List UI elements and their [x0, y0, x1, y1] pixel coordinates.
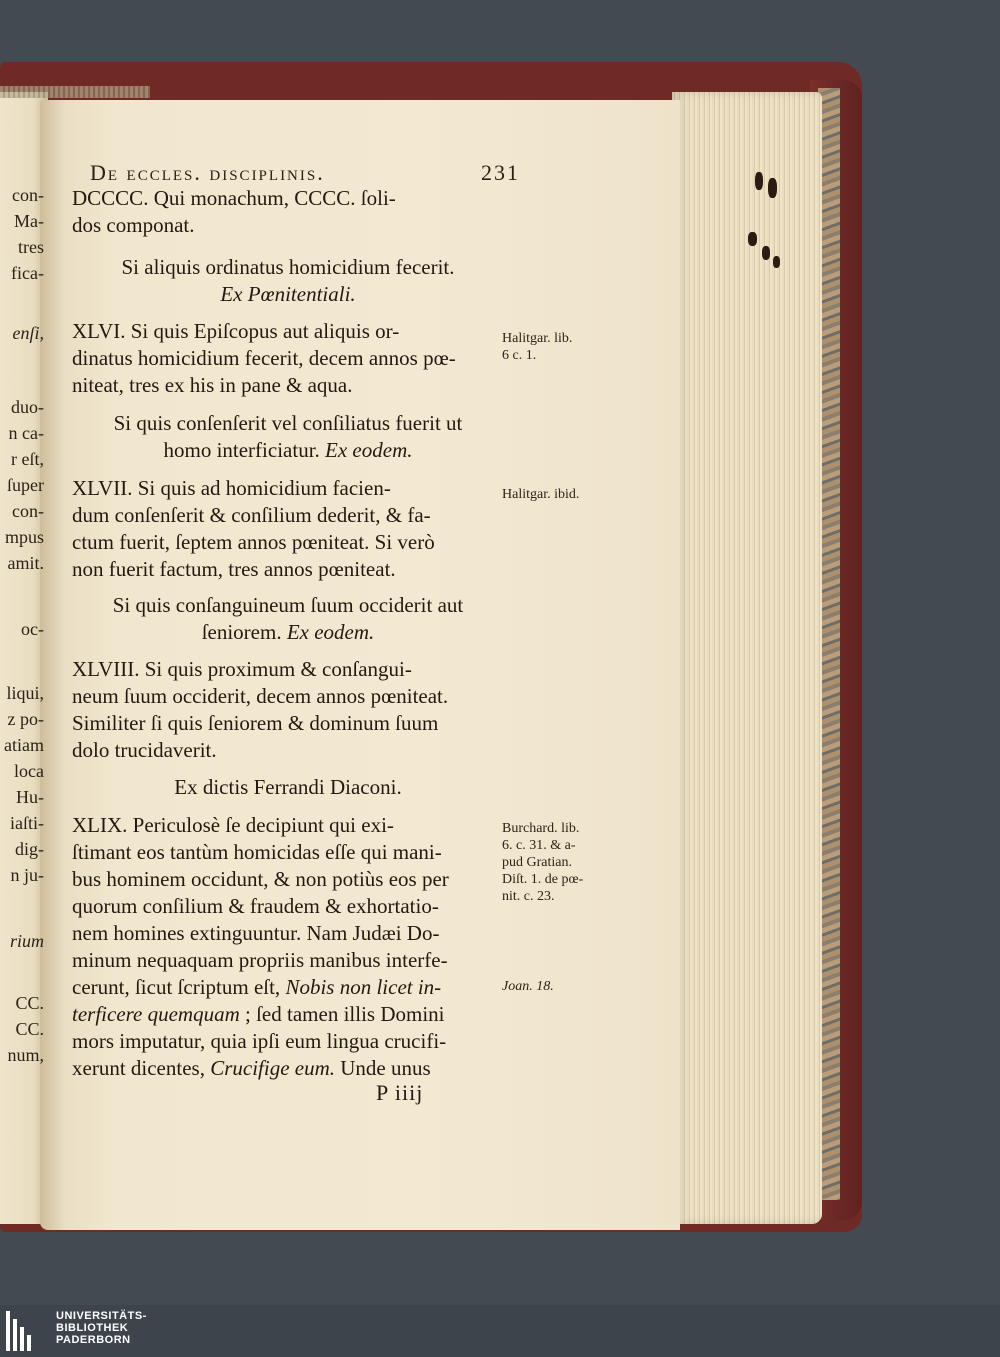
- section-heading: Si quis conſenſerit vel conſiliatus fuerit ut homo interficiatur. Ex eodem.: [113, 411, 463, 462]
- margin-note: Halitgar. ibid.: [502, 487, 580, 502]
- canon-48: XLVIII. Si quis proximum & conſangui- neum ſuum occiderit, decem annos pœniteat. Similiter ſi quis ſeniorem & dominum ſuum dolo trucidaverit.: [72, 657, 449, 762]
- footer-bar: [0, 1305, 1000, 1357]
- ink-stain: [755, 172, 763, 190]
- section-heading: Si quis conſanguineum ſuum occiderit aut ſeniorem. Ex eodem.: [112, 593, 464, 644]
- ink-stain: [762, 246, 770, 260]
- left-page-text: duo- n ca- r eſt, ſuper con- mpus amit.: [4, 397, 44, 573]
- canon-49: XLIX. Periculosè ſe decipiunt qui exi- ſtimant eos tantùm homicidas eſſe qui mani- bus hominem occidunt, & non potiùs eos per quorum conſilium & fraudem & exhortatio- nem homines extinguuntur. Nam Judæi Do- minum nequaquam propriis manibus interfe- cerunt, ſicut ſcriptum eſt, Nobis non licet in- terficere quemquam ; ſed tamen illis Domini mors imputatur, quia ipſi eum lingua crucifi- xerunt dicentes, Crucifige eum. Unde unus: [72, 813, 449, 1080]
- page-number: 231: [481, 160, 520, 185]
- page-edges: [672, 92, 822, 1224]
- ink-stain: [773, 256, 780, 268]
- left-page-text: CC. CC. num,: [7, 993, 44, 1065]
- left-page-text: rium: [9, 931, 44, 951]
- left-page-text: liqui, z po- atiam loca Hu- iaſti- dig- n ju-: [4, 683, 44, 885]
- canon-46: XLVI. Si quis Epiſcopus aut aliquis or- dinatus homicidium fecerit, decem annos pœ- niteat, tres ex his in pane & aqua.: [72, 319, 456, 397]
- section-heading: Si aliquis ordinatus homicidium fecerit. Ex Pœnitentiali.: [121, 255, 455, 306]
- paragraph: DCCCC. Qui monachum, CCCC. ſoli- dos componat.: [72, 186, 396, 237]
- ink-stain: [748, 232, 757, 246]
- left-page-text: enſi,: [12, 323, 44, 343]
- margin-note: Burchard. lib. 6. c. 31. & a- pud Gratian. Diſt. 1. de pœ- nit. c. 23.: [502, 821, 584, 904]
- library-logo-icon: [6, 1311, 46, 1351]
- margin-note: Joan. 18.: [502, 979, 554, 994]
- margin-note: Halitgar. lib. 6 c. 1.: [502, 331, 573, 363]
- left-page-text: con- Ma- tres fica-: [11, 185, 44, 283]
- binding-thread: [0, 86, 150, 98]
- library-name: UNIVERSITÄTS- BIBLIOTHEK PADERBORN: [56, 1310, 147, 1346]
- left-page-text: oc-: [21, 619, 44, 639]
- running-head-title: De eccles. disciplinis.: [90, 160, 325, 185]
- signature-mark: P iiij: [376, 1080, 424, 1105]
- ink-stain: [768, 178, 777, 198]
- section-heading: Ex dictis Ferrandi Diaconi.: [174, 775, 402, 799]
- canon-47: XLVII. Si quis ad homicidium facien- dum conſenſerit & conſilium dederit, & fa- ctum fuerit, ſeptem annos pœniteat. Si verò non fuerit factum, tres annos pœniteat.: [72, 476, 435, 581]
